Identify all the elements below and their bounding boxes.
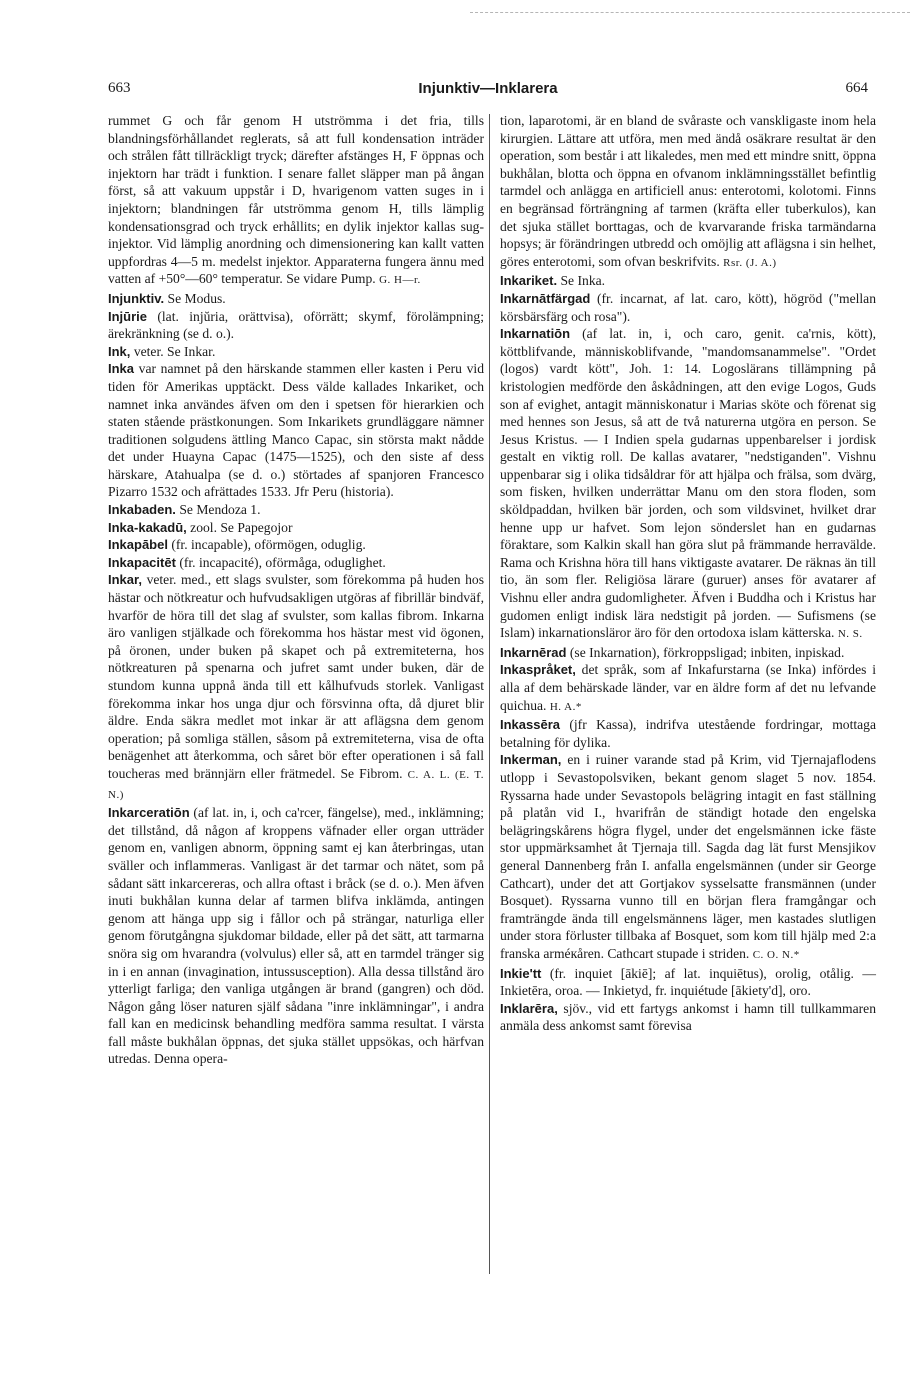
entry-text: det språk, som af Inkafurstarna (se Inka) infördes i alla af dem behärskade länder, var en äldre form af det nu lefvande quichua. (500, 662, 876, 713)
entry (500, 751, 876, 964)
entry-text: (se Inkarnation), förkroppsligad; inbiten, inpiskad. (569, 644, 845, 660)
entry-headword: Inkassēra (500, 717, 560, 733)
entry (108, 343, 484, 361)
entry (108, 536, 484, 554)
entry-headword: Inkarnatiōn (500, 326, 571, 342)
entry-text: (af lat. in, i, och caro, genit. ca'rnis, kött), köttblifvande, människoblifvande, "mandomsanammelse". "Ordet (logos) vardt kött", Joh. 1: 14. Logoslärans tillämpning på kristologien medförde den åskådningen, att den evige Logos, Guds son af evighet, antagit människonatur i Marias sköte och förenat sig med hennes son Jesus, så att de två naturerna utgöra en person. Se Jesus Kristus. — I Indien spela gudarnas uppenbarelser i jordisk gestalt en viktig roll. De kallas avatarer, "nedstiganden". Vishnu uppenbarar sig i olika tidsåldrar för att hjälpa och frälsa, som dvärg, som fisken, hvilken underrättar Manu om den stora floden, som sköldpaddan, hvilken bär jorden, och som vildsvinet, hvilket drar henne upp ur hafvet. Som lejon sönderslet han en gudarnas föraktare, som Kalkin skall han göra slut på främmande herravälde. Rama och Krishna höra till hans viktigaste avatarer. De räknas än till tio, än som fler. Religiösa lärare (guruer) anses för avatarer af Vishnu eller andra gudomligheter. Äfven i Buddha och i Kristus har gudomen enligt indisk lära nedstigit på jorden. — Sufismens (se Islam) inkarnationsläror äro för den ortodoxa islam kätterska. (500, 326, 876, 641)
entry-headword: Inka (108, 361, 135, 377)
entry-signature: H. A.* (549, 700, 582, 713)
column-divider (489, 114, 490, 1274)
entry-headword: Inkarnātfärgad (500, 290, 591, 306)
entry-text: (fr. incapable), oförmögen, oduglig. (171, 537, 366, 553)
entry-text: (fr. incapacité), oförmåga, oduglighet. (179, 554, 386, 570)
entry-text: veter. Se Inkar. (133, 343, 216, 359)
entry-signature: C. A. L. (E. T. N.) (108, 768, 484, 801)
entry-text: tion, laparotomi, är en bland de svåraste och vanskligaste inom hela kirurgien. Lättare att utföra, men med ändå osäkrare resultat är den operation, som består i att likaledes, men med ett mindre snitt, öppna bukhålan, blotta och öppna en ofvanom inklämningsstället befintlig tarmdel och anlägga en artificiell anus: enterotomi, kolotomi. Finns en begränsad förträngning af tarmen (kräfta eller tuberkulos), kan det sjuka stället borttagas, och de kvarvarande friska tarmändarna hopsys; är förändringen utbredd och omöjlig att aflägsna i sin helhet, göres enterotomi, som ofvan beskrifvits. (500, 113, 876, 269)
entry (500, 661, 876, 716)
entry-text: Se Modus. (167, 290, 226, 306)
entry-headword: Injūrie (108, 308, 148, 324)
entry-headword: Inkariket. (500, 273, 558, 289)
entry-text: rummet G och får genom H utströmma i det fria, tills blandningsförhållandet reglerats, så att full kondensation inträder och strålen fått tillräckligt tryck; därefter afstänges H, F öppnas och injektorn har trädt i funktion. I senare fallet släpper man på ångan först, så att vakuum uppstår i D, hvarigenom vatten suges in i injektorn; blandningen får utströmma genom H, tills lämplig kondensationsgrad och tryck erhållits; en dylik injektor kallas sug-injektor. Vid lämplig anordning och dimensionering kan kallt vatten uppfordras 4—5 m. medelst injektor. Apparaterna fungera ännu med vatten af +50°—60° temperatur. Se vidare Pump. (108, 113, 484, 287)
entry (108, 360, 484, 501)
entry-headword: Inkarnērad (500, 644, 567, 660)
running-header (108, 80, 868, 100)
entry-text: (jfr Kassa), indrifva utestående fordringar, mottaga betalning för dylika. (500, 717, 876, 750)
entry-headword: Inka-kakadū, (108, 519, 187, 535)
entry-headword: Inkapacitēt (108, 554, 176, 570)
entry (500, 290, 876, 325)
entry-headword: Inkaspråket, (500, 662, 576, 678)
entry-headword: Inkar, (108, 572, 142, 588)
entry-headword: Inkabaden. (108, 502, 176, 518)
entry-text: en i ruiner varande stad på Krim, vid Tjernajaflodens utlopp i Sevastopolsviken, bekant genom slaget 5 nov. 1854. Ryssarna hade under Sevastopols belägring intagit en fast ställning på platån vid I., hvarifrån de ständigt hotade den engelska belägringskårens högra flygel, under det engelsmännen icke fäste stor uppmärksamhet åt Tjernaja till. Sagda dag lät furst Mensjikov general Dannenberg från I. anfalla engelsmännen (under sir George Cathcart), under det att Gortjakov sysselsatte fransmännen (under Bosquet). Ryssarna vunno till en början flera framgångar och framträngde ända till engelsmännens läger, men kastades slutligen under stora förluster tillbaka af Bosquet, som kom till hjälp med 2:a franska arméкåren. Cathcart stupade i striden. (500, 752, 876, 961)
entry-text: (lat. injŭria, orättvisa), oförrätt; skymf, förolämpning; ärekränkning (se d. o.). (108, 308, 484, 342)
entry (108, 112, 484, 290)
entry-text: (fr. inquiet [ākiē]; af lat. inquiētus), orolig, otålig. — Inkietēra, oroa. — Inkietyd, fr. inquiétude [ākiety'd], oro. (500, 965, 876, 999)
entry-signature: G. H—r. (379, 274, 421, 287)
page-number-right: 664 (845, 80, 868, 96)
entry-text: zool. Se Papegojor (190, 519, 293, 535)
left-column (108, 112, 484, 1068)
entry-text: sjöv., vid ett fartygs ankomst i hamn till tullkammaren anmäla dess ankomst samt förevisa (500, 1000, 876, 1034)
entry (108, 290, 484, 308)
entry-text: (af lat. in, i, och ca'rcer, fängelse), med., inklämning; det tillstånd, då någon af kroppens väfnader eller organ utträder genom en, vanligen abnorm, öppning samt ej kan återbringas, utan sväller och inflammeras. Vanligast är det tarmar och nätet, som på sådant sätt inkarcereras, och allra oftast i bråck (se d. o.). Men äfven inuti bukhålan kunna delar af tarmen blifva inklämda, antingen genom att hänga upp sig i fållor och på strängar, naturliga eller genom förutgångna sjukdomar bildade, eller på det sätt, att tarmarna snöra sig om hvarandra (volvulus) eller så, att en tarmdel tränger sig in i en annan (invagination, intussusception). Alla dessa tillstånd äro ytterligt farliga; den vanliga utgången är brand (gangren) och död. Någon gång löser naturen själf sådana "inre inklämningar", i andra fall kan en medicinsk behandling medföra samma resultat. I värsta fall måste bukhålan öppnas, det sjuka stället uppsökas, och härfvan utredas. Denna opera- (108, 805, 484, 1067)
entry (500, 644, 876, 662)
entry (108, 554, 484, 572)
entry-text: var namnet på den härskande stammen eller kasten i Peru vid tiden för Amerikas upptäckt. Dess välde kallades Inkariket, och namnet inka användes äfven om den i spetsen för hierarkien och staten stående prästkonungen. Som Inkarikets grundläggare nämner traditionen solgudens ättling Manco Capac, sin största makt nådde det under Huayna Capac (1475—1525), och den siste af dess härskare, Atahualpa (se d. o.) störtades af spanjoren Francesco Pizarro 1532 och afrättades 1533. Jfr Peru (historia). (108, 361, 484, 500)
entry (108, 308, 484, 343)
entry-headword: Inkie'tt (500, 965, 542, 981)
entry (500, 1000, 876, 1035)
entry-headword: Inkapābel (108, 537, 168, 553)
entry-headword: Inkerman, (500, 752, 562, 768)
page-number-left: 663 (108, 80, 131, 96)
entry-text: Se Inka. (560, 273, 606, 289)
entry (108, 804, 484, 1068)
entry-headword: Ink, (108, 343, 131, 359)
entry (500, 716, 876, 751)
entry (500, 325, 876, 644)
right-column (500, 112, 876, 1035)
entry (108, 519, 484, 537)
entry-headword: Inkarceratiōn (108, 805, 190, 821)
entry-headword: Inklarēra, (500, 1000, 558, 1016)
entry-signature: N. S. (837, 628, 863, 641)
entry (500, 272, 876, 290)
entry (108, 571, 484, 804)
entry (500, 112, 876, 272)
entry-text: veter. med., ett slags svulster, som förekomma på huden hos hästar och nötkreatur och hufvudsakligen utgöras af fibrillär bindväf, hvarför de höra till det slag af svulster, som kallas fibrom. Inkarna äro vanligen stjälkade och förekomma hos hästar mest vid ögonen, på öronen, under buken på skapet och på extremiteterna, hos nötkreaturen på spenarna och jufret samt under buken, där de stundom kunna uppnå ända till ett kålhufvuds storlek. Vanligast förekomma inkar hos unga djur och försvinna ofta, då djuret blir äldre. Enda säkra medlet mot inkar är att aflägsna dem genom operation; på somliga ställen, såsom på extremiteterna, visa de ofta benägenhet att återkomma, och såret bör efter operationen i så fall toucheras med brännjärn eller frätmedel. Se Fibrom. (108, 572, 484, 781)
entry (500, 965, 876, 1000)
entry-headword: Injunktiv. (108, 290, 165, 306)
scan-edge-line (470, 12, 910, 13)
entry-text: Se Mendoza 1. (179, 502, 261, 518)
entry-text: (fr. incarnat, af lat. caro, kött), högröd ("mellan körsbärsfärg och rosa"). (500, 290, 876, 324)
entry-signature: C. O. N.* (752, 948, 800, 961)
entry-signature: Rsr. (J. A.) (723, 256, 777, 269)
header-title: Injunktiv—Inklarera (418, 80, 558, 97)
entry (108, 501, 484, 519)
